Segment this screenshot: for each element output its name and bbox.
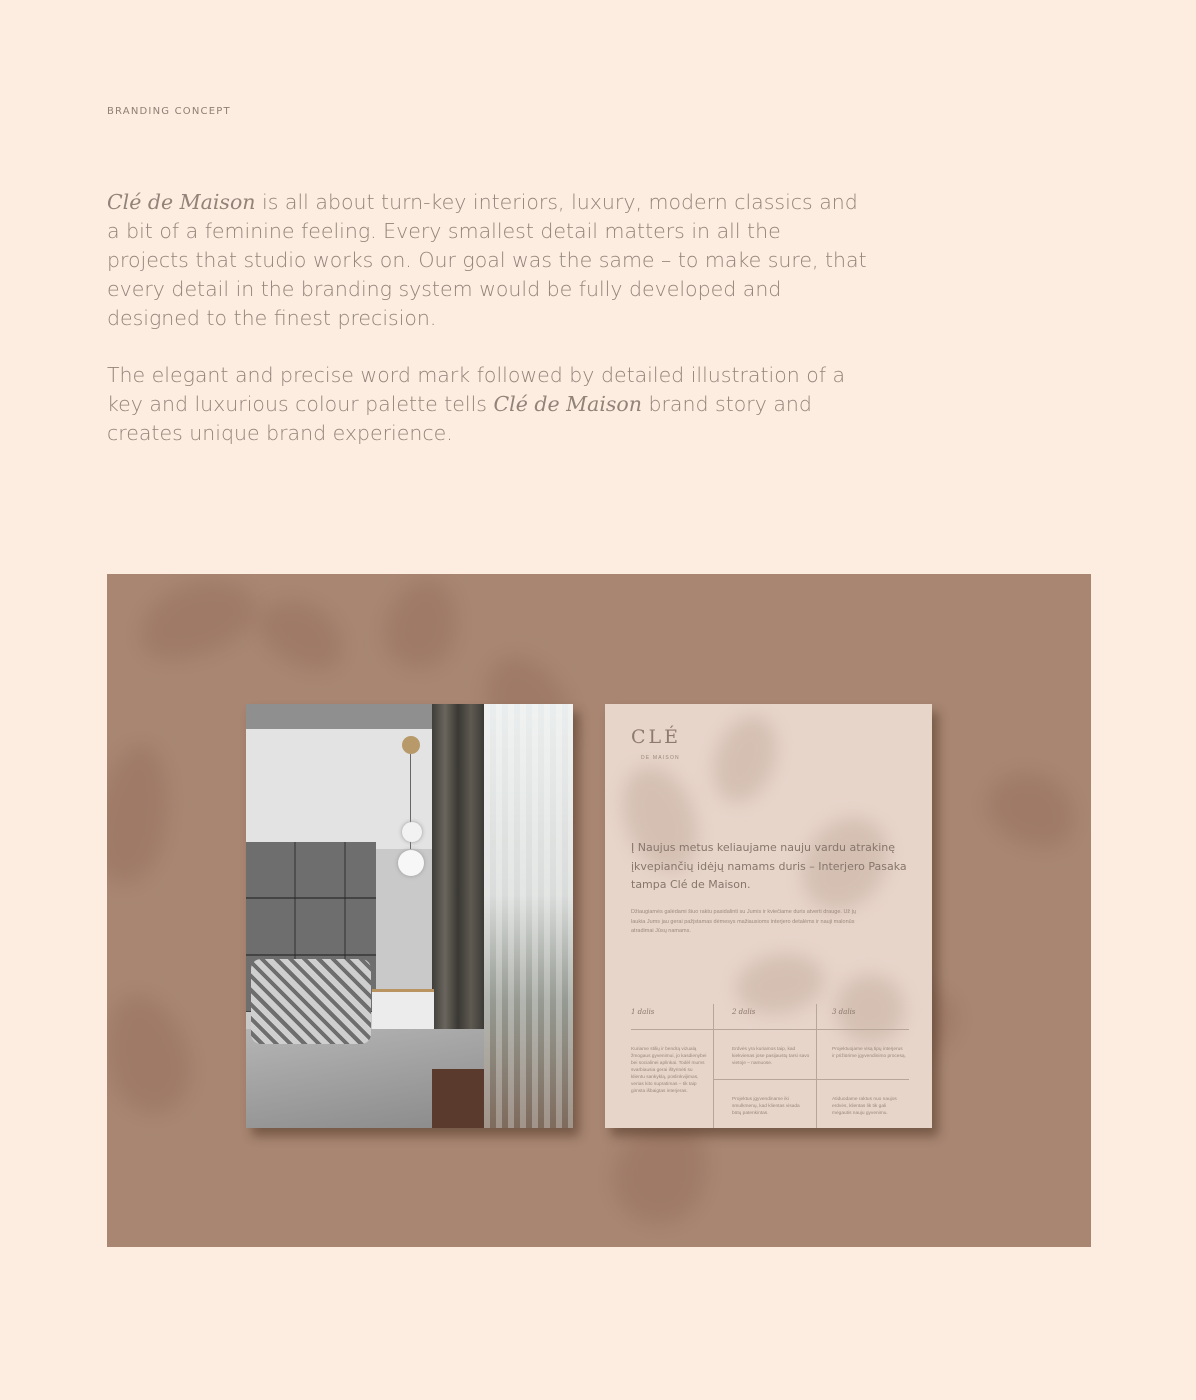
lamp-globe xyxy=(402,822,422,842)
leaf-shadow xyxy=(107,739,179,889)
pendant-lamp xyxy=(402,736,420,754)
leaf-shadow xyxy=(248,586,356,683)
column-text: Projektus įgyvendiname iki smulkmenų, kad klientas visada būtų patenkintas. xyxy=(732,1097,800,1116)
intro-paragraph-2-end: brand story and creates unique brand experience. xyxy=(107,392,812,445)
column-title: 2 dalis xyxy=(732,1008,756,1016)
grid-divider xyxy=(816,1004,817,1128)
column-text: Projektuojame visą tipų interjerus ir prižiūrime įgyvendinimo procesą. xyxy=(832,1047,906,1059)
grid-divider xyxy=(713,1004,714,1128)
intro-paragraph-2 xyxy=(107,361,867,448)
leaf-shadow xyxy=(701,706,788,811)
intro-paragraph-2-start: The elegant and precise word mark followed by detailed illustration of a key and luxurious colour palette tells xyxy=(107,363,846,416)
intro-paragraph-1 xyxy=(107,188,867,333)
floor xyxy=(432,1069,484,1128)
intro-text xyxy=(107,188,867,476)
leaf-shadow xyxy=(976,758,1087,859)
intro-paragraph-1-text: is all about turn-key interiors, luxury, modern classics and a bit of a feminine feeling. Every smallest detail matters in all the projects that studio works on. Our goal was the same – to make sure, that every detail in the branding system would be fully developed and designed to the finest precision. xyxy=(107,190,867,330)
brochure-logo: CLÉ xyxy=(631,726,682,748)
brand-name: Clé de Maison xyxy=(493,392,642,416)
curtain-dark xyxy=(432,704,484,1069)
section-eyebrow: BRANDING CONCEPT xyxy=(107,106,231,117)
leaf-shadow xyxy=(129,574,266,672)
brochure-photo-page xyxy=(246,704,573,1128)
column-text: Kuriame stilių ir bendrą vizualą žmogaus gyvenimui, jo kasdienybei bei socialinei aplinkai. Todėl mums svarbiausia gerai ištyrinėti su klientu sankyklą, poslinkvijimas, verias kito supratimas – tik taip gimsta išbaigtas interjeras. xyxy=(631,1047,707,1094)
brochure-body: Džiaugiamės galėdami šiuo raktu pasidalinti su Jumis ir kviečiame duris atverti drauge. Už jų laukia Jums jau gerai pažįstamas dėmesys mažiausioms interjero detalėms ir nauji malonūs atradimai Jūsų namams. xyxy=(631,909,856,934)
leaf-shadow xyxy=(377,574,468,677)
brand-name: Clé de Maison xyxy=(107,190,256,214)
sheer-curtain xyxy=(484,704,573,1128)
pillows xyxy=(251,959,371,1044)
brochure-cover-page xyxy=(605,704,932,1128)
column-title: 3 dalis xyxy=(832,1008,856,1016)
column-text: Atiduodame raktus nuo naujos erdvės, klientas lik tik gali mėgautis nauju gyvenimu. xyxy=(832,1097,897,1116)
brochure-headline: Į Naujus metus keliaujame nauju vardu atrakinę įkvepiančių idėjų namams duris – Interjero Pasaka tampa Clé de Maison. xyxy=(631,841,907,891)
lamp-globe xyxy=(398,850,424,876)
brochure-showcase xyxy=(107,574,1091,1247)
column-text: Erdvės yra kuriamos taip, kad kiekvienas jose pasijaustų tarsi savo vietoje – namuose. xyxy=(732,1047,810,1066)
grid-divider xyxy=(631,1029,909,1030)
brochure-logo-subtitle: DE MAISON xyxy=(641,755,680,761)
grid-divider xyxy=(713,1079,909,1080)
leaf-shadow xyxy=(107,986,201,1123)
column-title: 1 dalis xyxy=(631,1008,655,1016)
